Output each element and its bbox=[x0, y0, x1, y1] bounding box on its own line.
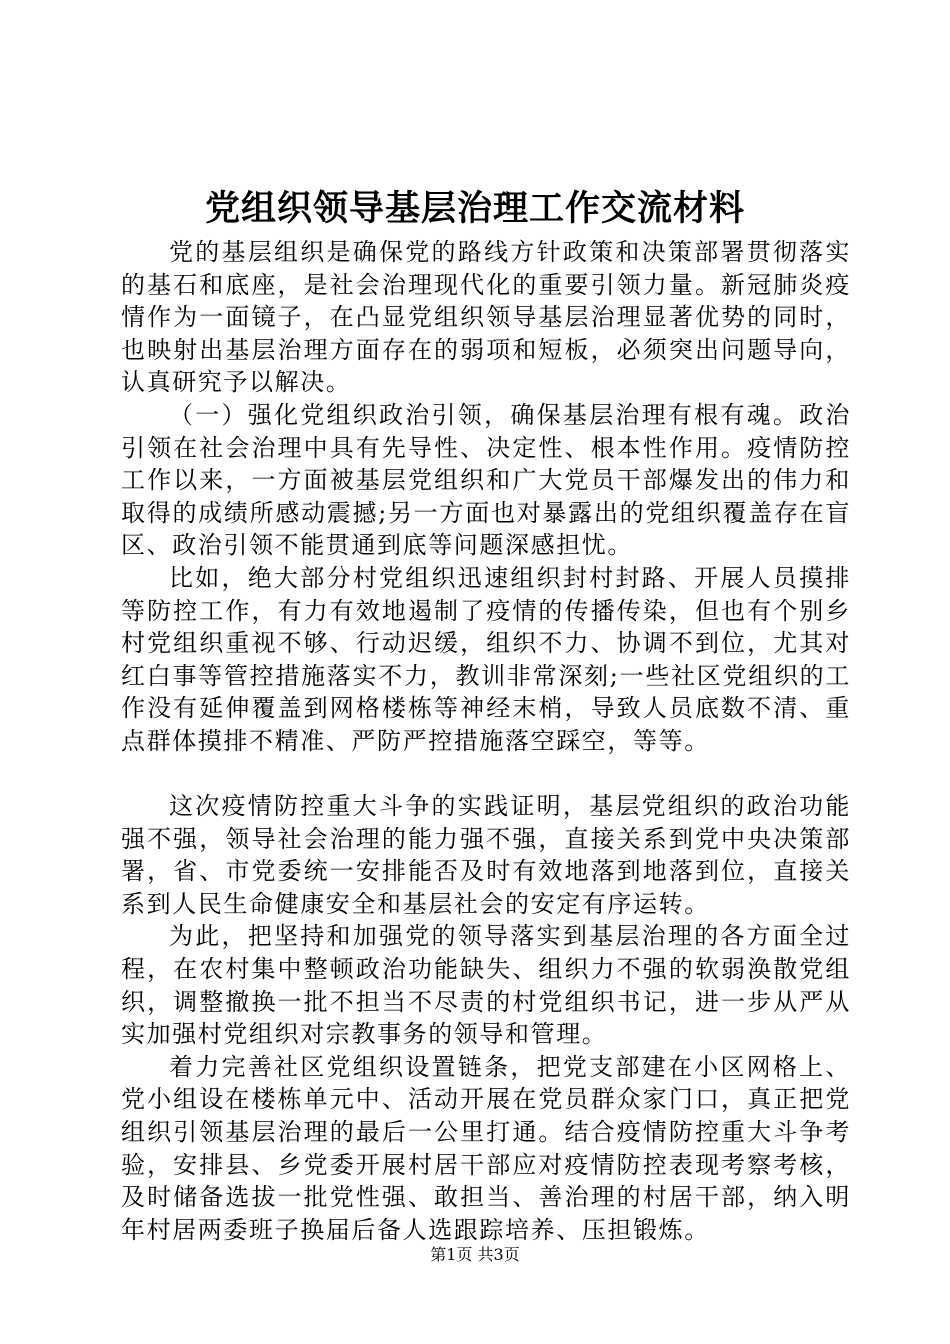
paragraph-intro: 党的基层组织是确保党的路线方针政策和决策部署贯彻落实的基石和底座，是社会治理现代化的重要引领力量。新冠肺炎疫情作为一面镜子，在凸显党组织领导基层治理显著优势的同时，也映射出基层治理方面存在的弱项和短板，必须突出问题导向，认真研究予以解决。 bbox=[121, 238, 851, 397]
page-footer: 第1页 共3页 bbox=[430, 1245, 520, 1264]
paragraph-community: 着力完善社区党组织设置链条，把党支部建在小区网格上、党小组设在楼栋单元中、活动开展在党员群众家门口，真正把党组织引领基层治理的最后一公里打通。结合疫情防控重大斗争考验，安排县、乡党委开展村居干部应对疫情防控表现考察考核，及时储备选拔一批党性强、敢担当、善治理的村居干部，纳入明年村居两委班子换届后备人选跟踪培养、压担锻炼。 bbox=[121, 1052, 851, 1244]
paragraph-measures: 为此，把坚持和加强党的领导落实到基层治理的各方面全过程，在农村集中整顿政治功能缺失、组织力不强的软弱涣散党组织，调整撤换一批不担当不尽责的村党组织书记，进一步从严从实加强村党组织对宗教事务的领导和管理。 bbox=[121, 922, 851, 1049]
paragraph-practice: 这次疫情防控重大斗争的实践证明，基层党组织的政治功能强不强，领导社会治理的能力强不强，直接关系到党中央决策部署，省、市党委统一安排能否及时有效地落到地落到位，直接关系到人民生命健康安全和基层社会的安定有序运转。 bbox=[121, 792, 851, 918]
paragraph-example: 比如，绝大部分村党组织迅速组织封村封路、开展人员摸排等防控工作，有力有效地遏制了疫情的传播传染，但也有个别乡村党组织重视不够、行动迟缓，组织不力、协调不到位，尤其对红白事等管控措施落实不力，教训非常深刻;一些社区党组织的工作没有延伸覆盖到网格楼栋等神经末梢，导致人员底数不清、重点群体摸排不精准、严防严控措施落空踩空，等等。 bbox=[121, 563, 851, 755]
paragraph-section-one: （一）强化党组织政治引领，确保基层治理有根有魂。政治引领在社会治理中具有先导性、决定性、根本性作用。疫情防控工作以来，一方面被基层党组织和广大党员干部爆发出的伟力和取得的成绩所感动震撼;另一方面也对暴露出的党组织覆盖存在盲区、政治引领不能贯通到底等问题深感担忧。 bbox=[121, 400, 851, 560]
document-body bbox=[121, 236, 851, 1246]
document-title: 党组织领导基层治理工作交流材料 bbox=[204, 188, 745, 229]
